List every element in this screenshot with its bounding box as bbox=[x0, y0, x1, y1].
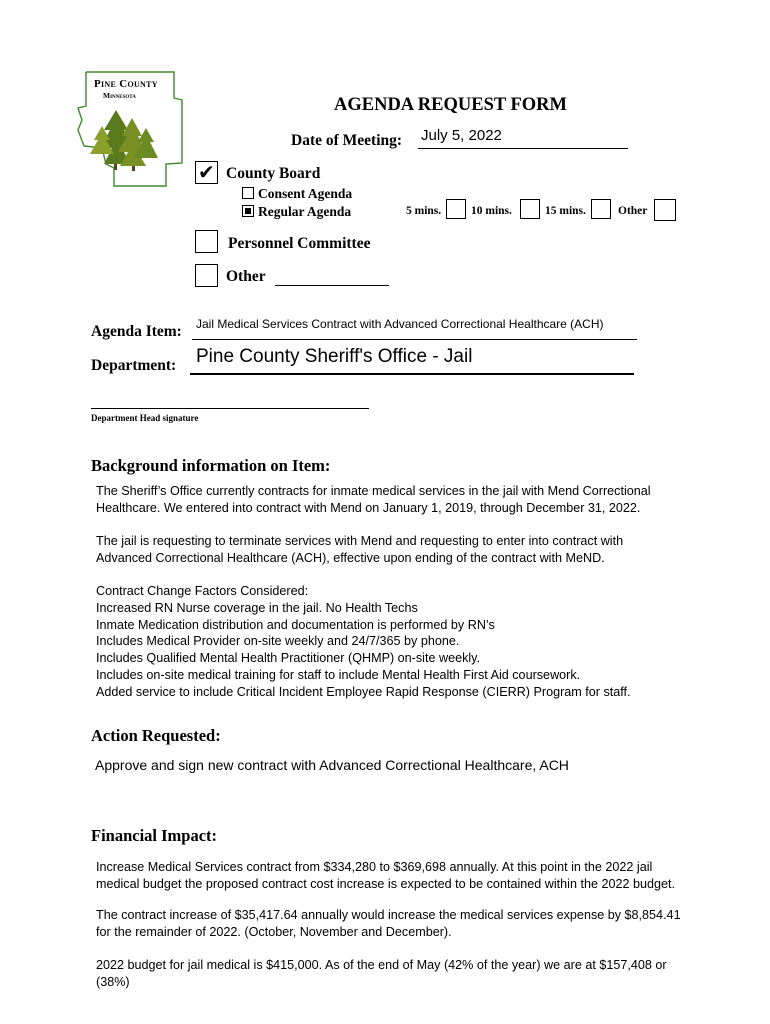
logo-subtitle: Minnesota bbox=[103, 91, 136, 100]
financial-line: Increase Medical Services contract from $334,280 to $369,698 annually. At this point in the 2022 jail bbox=[96, 860, 653, 874]
financial-paragraph-3 bbox=[96, 957, 746, 991]
department-value[interactable]: Pine County Sheriff's Office - Jail bbox=[196, 346, 473, 367]
signature-line[interactable] bbox=[91, 408, 369, 409]
background-paragraph-3 bbox=[96, 583, 746, 701]
time-10-checkbox[interactable] bbox=[520, 199, 540, 219]
time-10-label: 10 mins. bbox=[471, 205, 512, 217]
department-label: Department: bbox=[91, 357, 177, 374]
consent-agenda-label: Consent Agenda bbox=[258, 186, 353, 201]
date-underline bbox=[418, 148, 628, 149]
background-line: Contract Change Factors Considered: bbox=[96, 584, 309, 598]
time-other-checkbox[interactable] bbox=[654, 199, 676, 221]
background-line: The jail is requesting to terminate services with Mend and requesting to enter into contract with bbox=[96, 534, 624, 548]
county-board-label: County Board bbox=[226, 165, 321, 182]
background-line: The Sheriff’s Office currently contracts for inmate medical services in the jail with Mend Correctional bbox=[96, 484, 651, 498]
date-label: Date of Meeting: bbox=[291, 132, 403, 149]
time-15-checkbox[interactable] bbox=[591, 199, 611, 219]
time-other-label: Other bbox=[618, 205, 648, 217]
financial-line: for the remainder of 2022. (October, November and December). bbox=[96, 924, 452, 939]
financial-heading: Financial Impact: bbox=[91, 826, 218, 845]
time-15-label: 15 mins. bbox=[545, 205, 586, 217]
background-line: Added service to include Critical Incident Employee Rapid Response (CIERR) Program for staff. bbox=[96, 684, 631, 699]
date-value[interactable]: July 5, 2022 bbox=[421, 127, 502, 144]
action-heading: Action Requested: bbox=[91, 726, 221, 745]
personnel-committee-checkbox[interactable] bbox=[195, 230, 218, 253]
background-paragraph-2 bbox=[96, 533, 746, 567]
financial-line: medical budget the proposed contract cost increase is expected to be contained within the 2022 budget. bbox=[96, 876, 675, 891]
background-line: Includes on-site medical training for staff to include Mental Health First Aid coursework. bbox=[96, 667, 581, 682]
financial-paragraph-1 bbox=[96, 859, 746, 893]
financial-line: (38%) bbox=[96, 974, 130, 989]
agenda-item-label: Agenda Item: bbox=[91, 323, 182, 340]
form-title: AGENDA REQUEST FORM bbox=[334, 95, 567, 115]
county-board-checkbox[interactable] bbox=[195, 161, 218, 184]
background-line: Inmate Medication distribution and documentation is performed by RN’s bbox=[96, 617, 495, 632]
pine-trees-icon bbox=[90, 110, 158, 171]
background-paragraph-1 bbox=[96, 483, 746, 517]
financial-line: 2022 budget for jail medical is $415,000. As of the end of May (42% of the year) we are at $157,408 or bbox=[96, 958, 667, 972]
other-underline[interactable] bbox=[275, 285, 389, 286]
regular-agenda-checkbox[interactable] bbox=[242, 205, 254, 217]
consent-agenda-option[interactable] bbox=[242, 186, 352, 202]
background-line: Includes Qualified Mental Health Practitioner (QHMP) on-site weekly. bbox=[96, 651, 481, 666]
personnel-committee-label: Personnel Committee bbox=[228, 235, 371, 252]
background-line: Advanced Correctional Healthcare (ACH), effective upon ending of the contract with MeND. bbox=[96, 550, 605, 565]
other-label: Other bbox=[226, 268, 266, 285]
other-checkbox[interactable] bbox=[195, 264, 218, 287]
time-5-label: 5 mins. bbox=[406, 205, 442, 217]
department-underline bbox=[190, 373, 634, 375]
regular-agenda-label: Regular Agenda bbox=[258, 204, 352, 219]
signature-label: Department Head signature bbox=[91, 413, 199, 423]
logo-title: Pine County bbox=[94, 78, 158, 90]
regular-agenda-option[interactable] bbox=[242, 204, 351, 220]
background-line: Includes Medical Provider on-site weekly and 24/7/365 by phone. bbox=[96, 634, 460, 649]
action-text: Approve and sign new contract with Advanced Correctional Healthcare, ACH bbox=[95, 757, 569, 773]
background-heading: Background information on Item: bbox=[91, 456, 331, 475]
background-line: Increased RN Nurse coverage in the jail. No Health Techs bbox=[96, 600, 418, 615]
financial-paragraph-2 bbox=[96, 907, 746, 941]
agenda-item-underline bbox=[192, 339, 637, 340]
financial-line: The contract increase of $35,417.64 annually would increase the medical services expense by $8,854.41 bbox=[96, 908, 681, 922]
time-5-checkbox[interactable] bbox=[446, 199, 466, 219]
agenda-item-value[interactable]: Jail Medical Services Contract with Advanced Correctional Healthcare (ACH) bbox=[196, 317, 604, 331]
background-line: Healthcare. We entered into contract with Mend on January 1, 2019, through December 31, 2022. bbox=[96, 500, 641, 515]
consent-agenda-checkbox[interactable] bbox=[242, 187, 254, 199]
checkmark-icon: ✔ bbox=[198, 160, 215, 184]
